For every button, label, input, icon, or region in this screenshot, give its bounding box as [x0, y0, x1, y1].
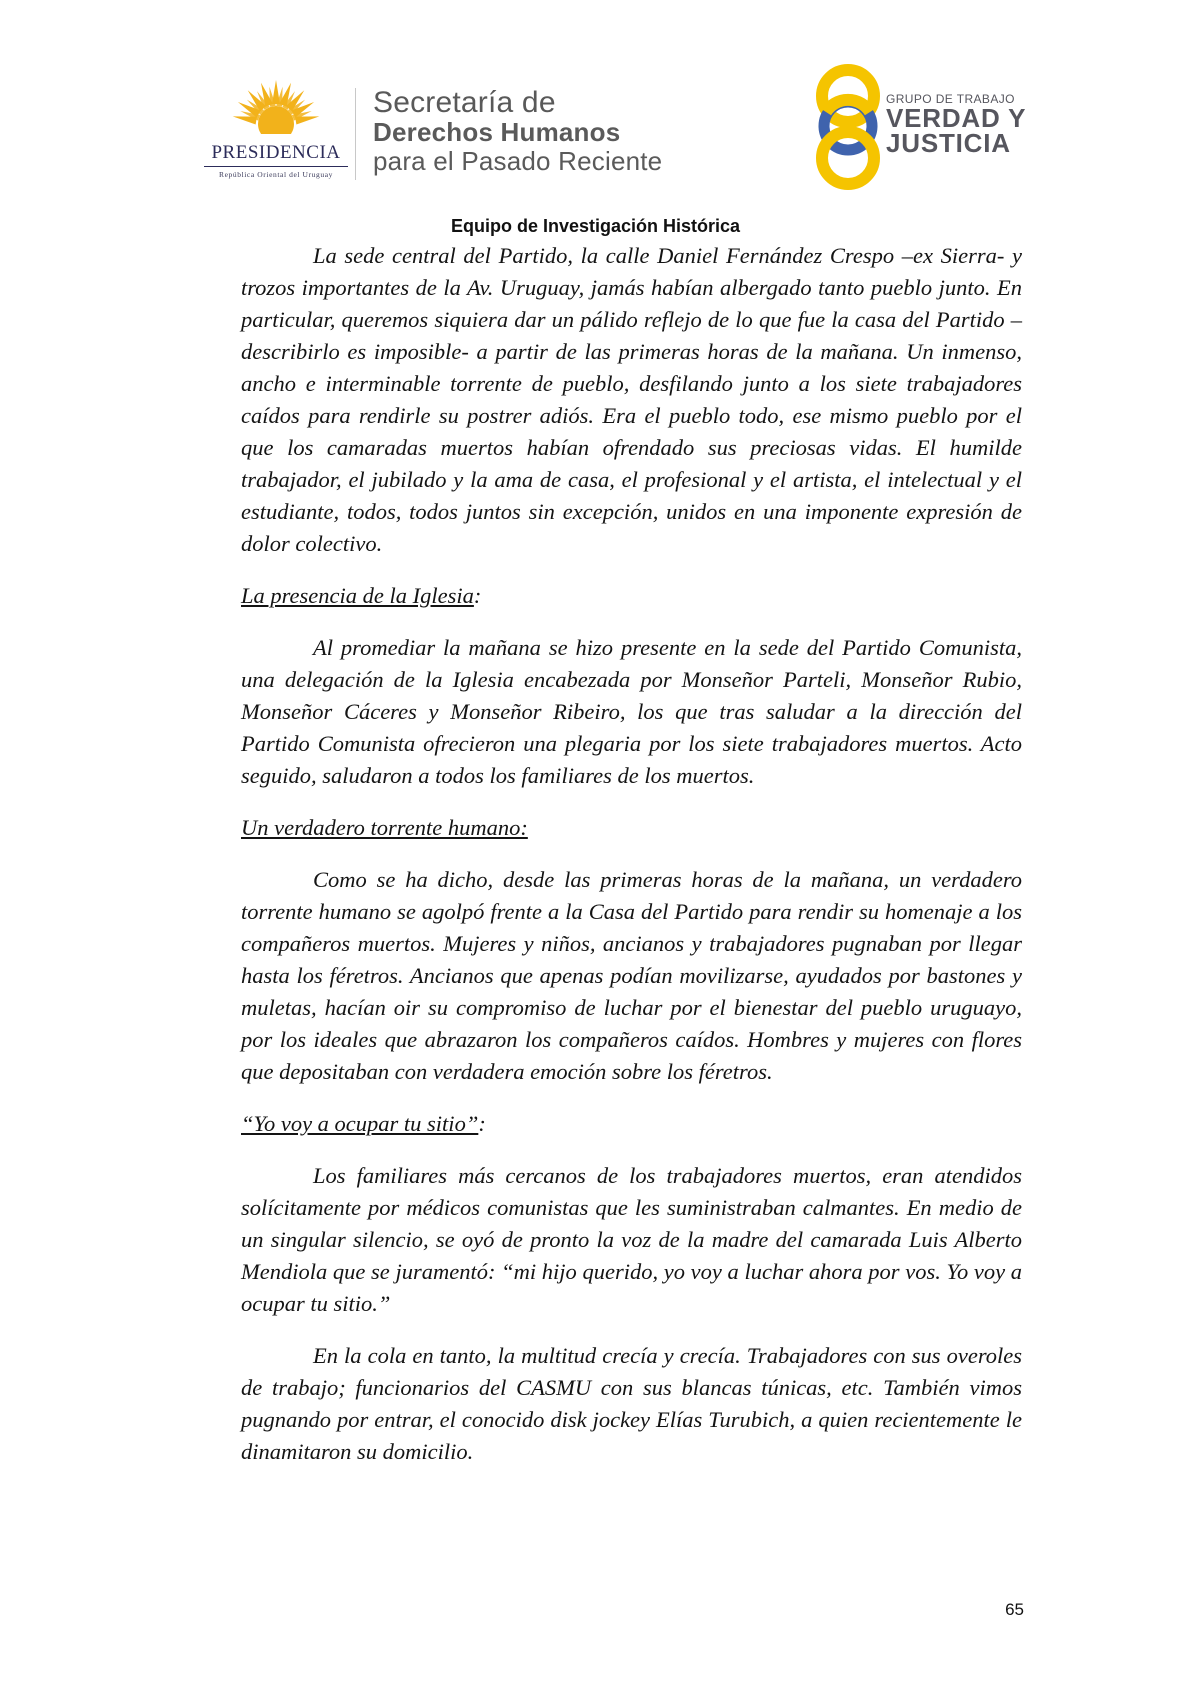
presidencia-divider [204, 166, 348, 167]
grupo-text [886, 92, 1026, 156]
paragraph-5: En la cola en tanto, la multitud crecía y crecía. Trabajadores con sus overoles de trabajo; funcionarios del CASMU con sus blancas túnicas, etc. También vimos pugnando por entrar, el conocido disk jockey Elías Turubich, a quien recientemente le dinamitaron su domicilio. [241, 1343, 1022, 1464]
linked-rings-icon [810, 62, 886, 192]
grupo-line-2: VERDAD Y [886, 103, 1027, 133]
section-heading-3-suffix: : [478, 1111, 486, 1136]
grupo-line-1: GRUPO DE TRABAJO [886, 92, 1015, 106]
header-divider [355, 88, 356, 180]
page-header [0, 0, 1191, 240]
section-heading-2-text: Un verdadero torrente humano: [241, 815, 528, 840]
paragraph-1: La sede central del Partido, la calle Daniel Fernández Crespo –ex Sierra- y trozos importantes de la Av. Uruguay, jamás habían albergado tanto pueblo junto. En particular, queremos siquiera dar un pálido reflejo de lo que fue la casa del Partido –describirlo es imposible- a partir de las primeras horas de la mañana. Un inmenso, ancho e interminable torrente de pueblo, desfilando junto a los siete trabajadores caídos para rendirle su postrer adiós. Era el pueblo todo, ese mismo pueblo por el que los camaradas muertos habían ofrendado sus preciosas vidas. El humilde trabajador, el jubilado y la ama de casa, el profesional y el artista, el intelectual y el estudiante, todos, todos juntos sin excepción, unidos en una imponente expresión de dolor colectivo. [241, 243, 1022, 556]
section-heading-3 [241, 1108, 1022, 1140]
document-body [241, 240, 1022, 1488]
paragraph-2: Al promediar la mañana se hizo presente en la sede del Partido Comunista, una delegación de la Iglesia encabezada por Monseñor Parteli, Monseñor Rubio, Monseñor Cáceres y Monseñor Ribeiro, los que tras saludar a la dirección del Partido Comunista ofrecieron una plegaria por los siete trabajadores muertos. Acto seguido, saludaron a todos los familiares de los muertos. [241, 635, 1022, 788]
grupo-line-3: JUSTICIA [886, 128, 1011, 158]
section-heading-1-suffix: : [473, 583, 482, 608]
secretaria-line-2: Derechos Humanos [373, 117, 621, 147]
secretaria-line-1: Secretaría de [373, 86, 556, 119]
section-heading-1-text: La presencia de la Iglesia [241, 583, 474, 608]
verdad-justicia-logo [810, 62, 1050, 192]
paragraph-4: Los familiares más cercanos de los trabajadores muertos, eran atendidos solícitamente por médicos comunistas que les suministraban calmantes. En medio de un singular silencio, se oyó de pronto la voz de la madre del camarada Luis Alberto Mendiola que se juramentó: “mi hijo querido, yo voy a luchar ahora por vos. Yo voy a ocupar tu sitio.” [241, 1163, 1022, 1316]
section-heading-1 [241, 580, 1022, 612]
sun-icon [226, 78, 326, 142]
secretaria-logo-text [373, 88, 662, 176]
section-heading-3-text: “Yo voy a ocupar tu sitio” [241, 1111, 479, 1136]
team-title: Equipo de Investigación Histórica [450, 216, 741, 236]
paragraph-3: Como se ha dicho, desde las primeras horas de la mañana, un verdadero torrente humano se agolpó frente a la Casa del Partido para rendir su homenaje a los compañeros muertos. Mujeres y niños, ancianos y trabajadores pugnaban por llegar hasta los féretros. Ancianos que apenas podían movilizarse, ayudados por bastones y muletas, hacían oir su compromiso de luchar por el bienestar del pueblo uruguayo, por los ideales que abrazaron los compañeros caídos. Hombres y mujeres con flores que depositaban con verdadera emoción sobre los féretros. [241, 867, 1022, 1084]
presidencia-name: PRESIDENCIA [211, 142, 341, 163]
presidencia-logo [196, 78, 356, 188]
page-number: 65 [1005, 1600, 1024, 1619]
section-heading-2 [241, 812, 1022, 844]
secretaria-line-3: para el Pasado Reciente [373, 146, 663, 176]
presidencia-subtitle: República Oriental del Uruguay [218, 170, 333, 179]
